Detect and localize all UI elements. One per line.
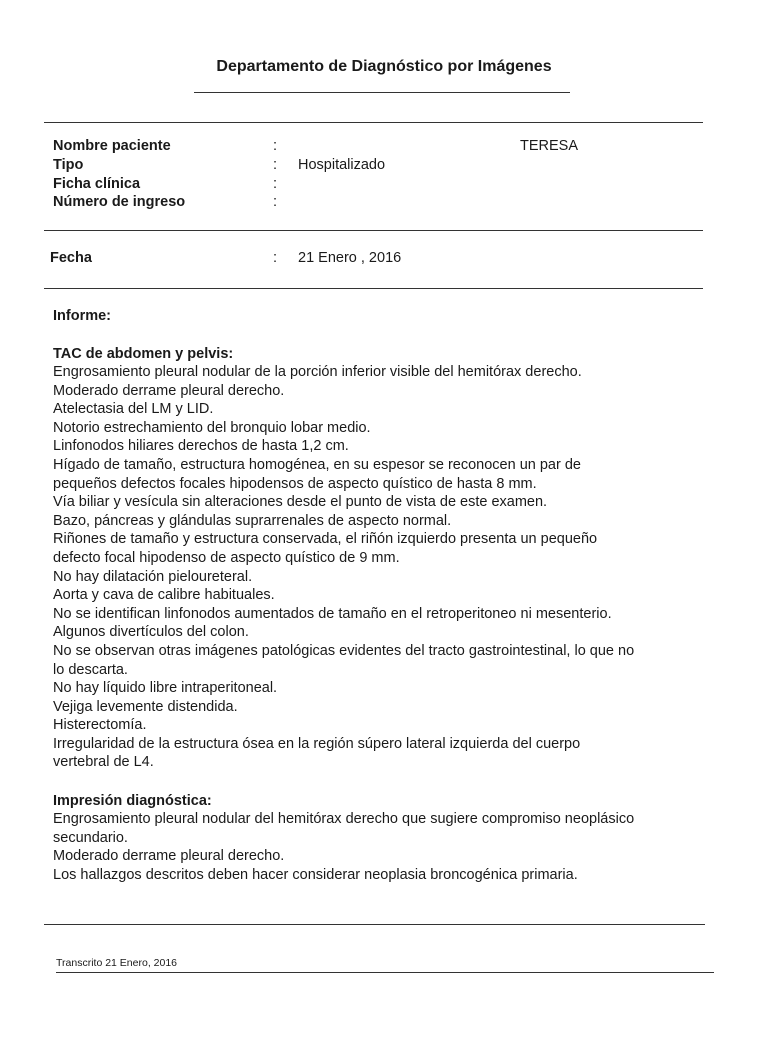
date-divider (44, 288, 703, 289)
date-value: 21 Enero , 2016 (298, 250, 402, 266)
impression-findings (53, 810, 718, 884)
text-line: Algunos divertículos del colon. (53, 624, 249, 641)
text-line: Aorta y cava de calibre habituales. (53, 587, 275, 604)
patient-type-value: Hospitalizado (298, 157, 386, 173)
header-top-divider (44, 122, 703, 123)
patient-type-colon: : (273, 157, 278, 173)
text-line: Moderado derrame pleural derecho. (53, 382, 285, 399)
study-title: TAC de abdomen y pelvis: (53, 346, 234, 362)
text-line: Irregularidad de la estructura ósea en la región súpero lateral izquierda del cuerpo (53, 735, 581, 752)
date-label: Fecha (50, 250, 92, 266)
clinical-file-colon: : (273, 176, 278, 192)
patient-name-colon: : (273, 138, 278, 154)
footer-divider (56, 972, 714, 973)
patient-name-value: TERESA (520, 138, 579, 154)
patient-name-label: Nombre paciente (53, 138, 171, 154)
text-line: Histerectomía. (53, 717, 147, 734)
admission-number-label: Número de ingreso (53, 194, 186, 210)
impression-title: Impresión diagnóstica: (53, 793, 212, 809)
text-line: Vejiga levemente distendida. (53, 698, 238, 715)
text-line: Hígado de tamaño, estructura homogénea, en su espesor se reconocen un par de (53, 456, 581, 473)
admission-number-colon: : (273, 194, 278, 210)
text-line: Engrosamiento pleural nodular de la porción inferior visible del hemitórax derecho. (53, 364, 582, 380)
patient-type-label: Tipo (53, 157, 84, 173)
text-line: Vía biliar y vesícula sin alteraciones desde el punto de vista de este examen. (53, 494, 548, 511)
impression-divider (44, 924, 705, 925)
text-line: No hay líquido libre intraperitoneal. (53, 680, 278, 697)
text-line: Atelectasia del LM y LID. (53, 401, 214, 418)
report-label: Informe: (53, 308, 111, 324)
clinical-file-label: Ficha clínica (53, 176, 141, 192)
page-title: Departamento de Diagnóstico por Imágenes (216, 58, 552, 75)
text-line: No se observan otras imágenes patológicas evidentes del tracto gastrointestinal, lo que no (53, 642, 635, 659)
text-line: Moderado derrame pleural derecho. (53, 848, 285, 865)
report-findings (53, 363, 718, 772)
transcribed-note: Transcrito 21 Enero, 2016 (56, 957, 178, 969)
title-underline (194, 92, 570, 93)
text-line: defecto focal hipodenso de aspecto quístico de 9 mm. (53, 549, 400, 566)
text-line: pequeños defectos focales hipodensos de aspecto quístico de hasta 8 mm. (53, 475, 537, 492)
patient-divider (44, 230, 703, 231)
date-colon: : (273, 250, 278, 266)
text-line: Bazo, páncreas y glándulas suprarrenales de aspecto normal. (53, 512, 452, 529)
text-line: Notorio estrechamiento del bronquio lobar medio. (53, 419, 371, 436)
text-line: No se identifican linfonodos aumentados de tamaño en el retroperitoneo ni mesenterio. (53, 605, 612, 622)
text-line: vertebral de L4. (53, 754, 154, 771)
text-line: No hay dilatación pieloureteral. (53, 568, 253, 585)
text-line: Los hallazgos descritos deben hacer considerar neoplasia broncogénica primaria. (53, 866, 578, 883)
text-line: Engrosamiento pleural nodular del hemitórax derecho que sugiere compromiso neoplásico (53, 811, 635, 827)
text-line: Riñones de tamaño y estructura conservada, el riñón izquierdo presenta un pequeño (53, 531, 598, 548)
text-line: secundario. (53, 829, 128, 846)
text-line: lo descarta. (53, 661, 128, 678)
text-line: Linfonodos hiliares derechos de hasta 1,2 cm. (53, 438, 349, 455)
